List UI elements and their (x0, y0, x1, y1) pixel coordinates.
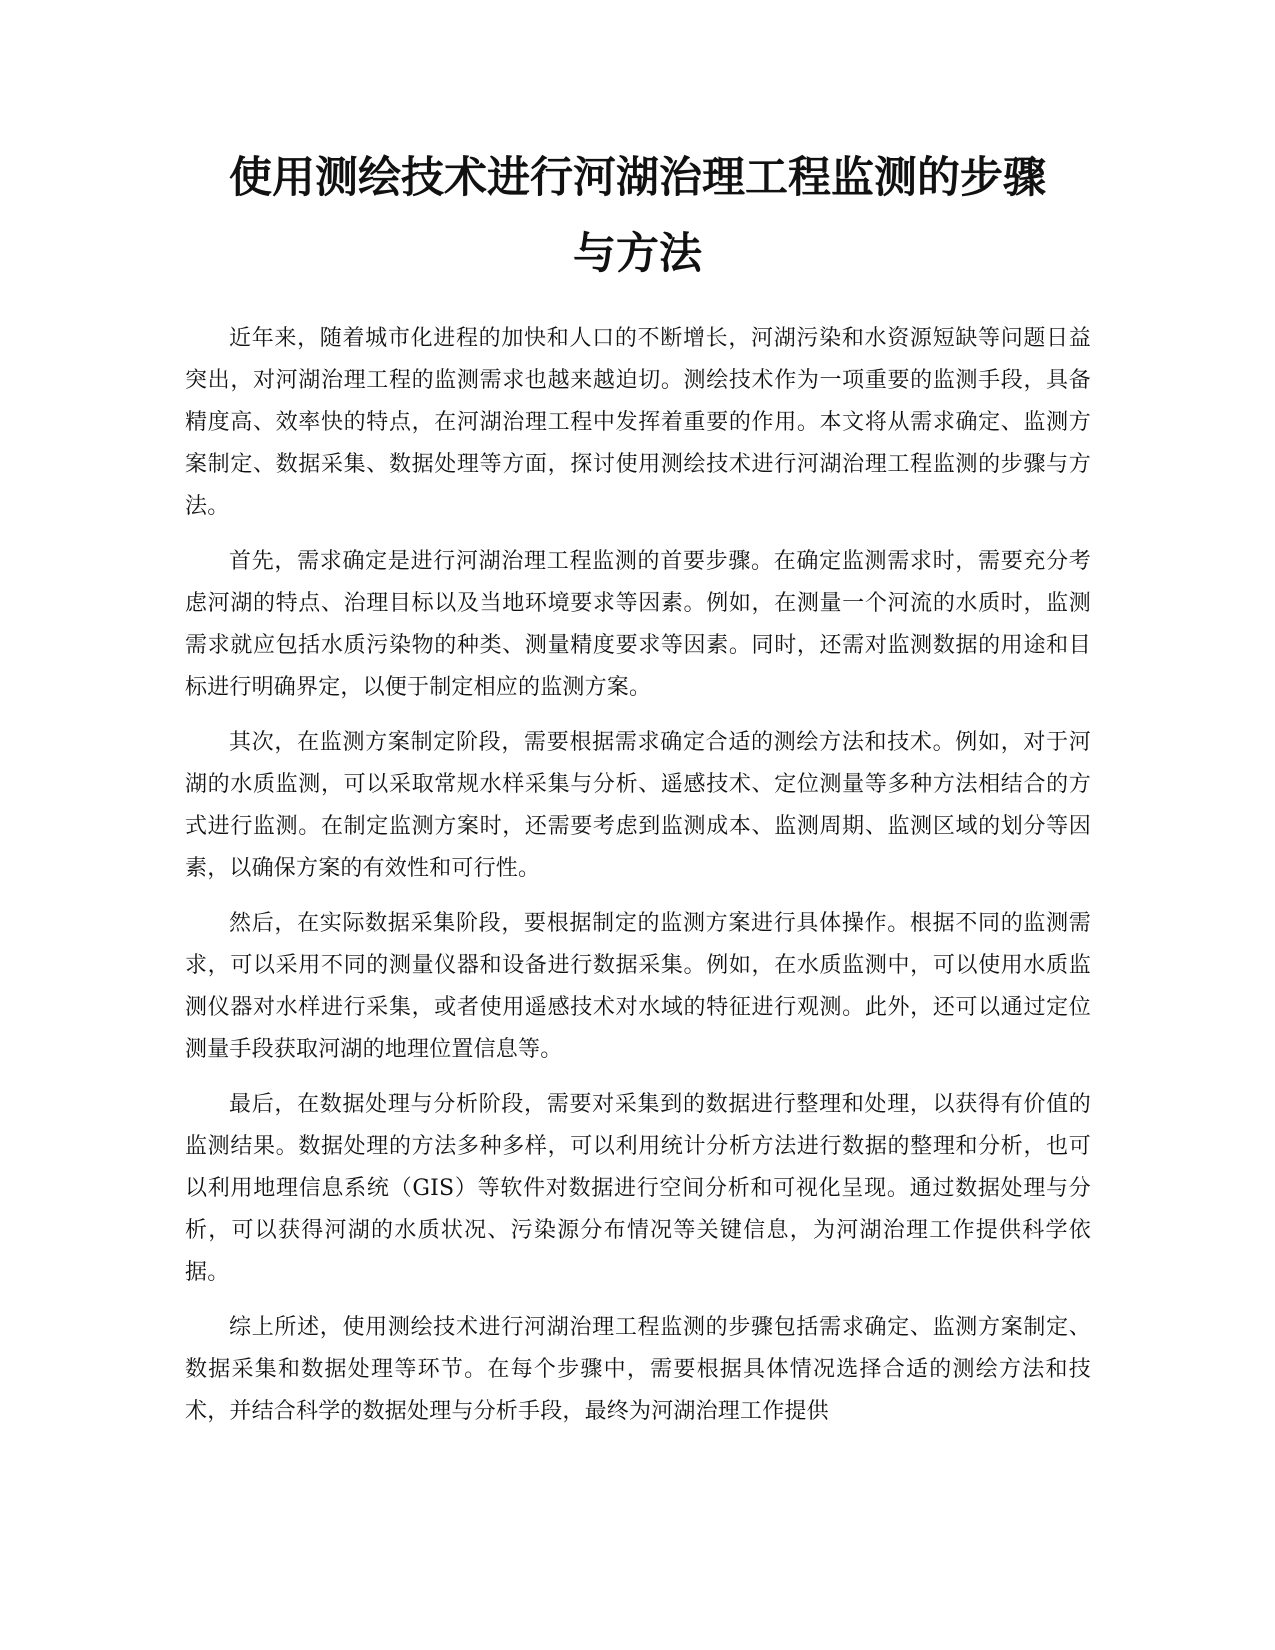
title-line-2: 与方法 (573, 229, 702, 279)
paragraph-data-processing: 最后，在数据处理与分析阶段，需要对采集到的数据进行整理和处理，以获得有价值的监测结果。数据处理的方法多种多样，可以利用统计分析方法进行数据的整理和分析，也可以利用地理信息系统（GIS）等软件对数据进行空间分析和可视化呈现。通过数据处理与分析，可以获得河湖的水质状况、污染源分布情况等关键信息，为河湖治理工作提供科学依据。 (185, 1092, 1091, 1285)
paragraph-summary: 综上所述，使用测绘技术进行河湖治理工程监测的步骤包括需求确定、监测方案制定、数据采集和数据处理等环节。在每个步骤中，需要根据具体情况选择合适的测绘方法和技术，并结合科学的数据处理与分析手段，最终为河湖治理工作提供 (185, 1315, 1091, 1424)
document-body (185, 318, 1091, 1446)
paragraph-requirements: 首先，需求确定是进行河湖治理工程监测的首要步骤。在确定监测需求时，需要充分考虑河湖的特点、治理目标以及当地环境要求等因素。例如，在测量一个河流的水质时，监测需求就应包括水质污染物的种类、测量精度要求等因素。同时，还需对监测数据的用途和目标进行明确界定，以便于制定相应的监测方案。 (185, 549, 1091, 700)
paragraph-plan: 其次，在监测方案制定阶段，需要根据需求确定合适的测绘方法和技术。例如，对于河湖的水质监测，可以采取常规水样采集与分析、遥感技术、定位测量等多种方法相结合的方式进行监测。在制定监测方案时，还需要考虑到监测成本、监测周期、监测区域的划分等因素，以确保方案的有效性和可行性。 (185, 730, 1091, 881)
document-title (150, 140, 1125, 292)
title-line-1: 使用测绘技术进行河湖治理工程监测的步骤 (229, 153, 1046, 203)
paragraph-data-collection: 然后，在实际数据采集阶段，要根据制定的监测方案进行具体操作。根据不同的监测需求，可以采用不同的测量仪器和设备进行数据采集。例如，在水质监测中，可以使用水质监测仪器对水样进行采集，或者使用遥感技术对水域的特征进行观测。此外，还可以通过定位测量手段获取河湖的地理位置信息等。 (185, 911, 1091, 1062)
paragraph-intro: 近年来，随着城市化进程的加快和人口的不断增长，河湖污染和水资源短缺等问题日益突出，对河湖治理工程的监测需求也越来越迫切。测绘技术作为一项重要的监测手段，具备精度高、效率快的特点，在河湖治理工程中发挥着重要的作用。本文将从需求确定、监测方案制定、数据采集、数据处理等方面，探讨使用测绘技术进行河湖治理工程监测的步骤与方法。 (185, 326, 1091, 519)
